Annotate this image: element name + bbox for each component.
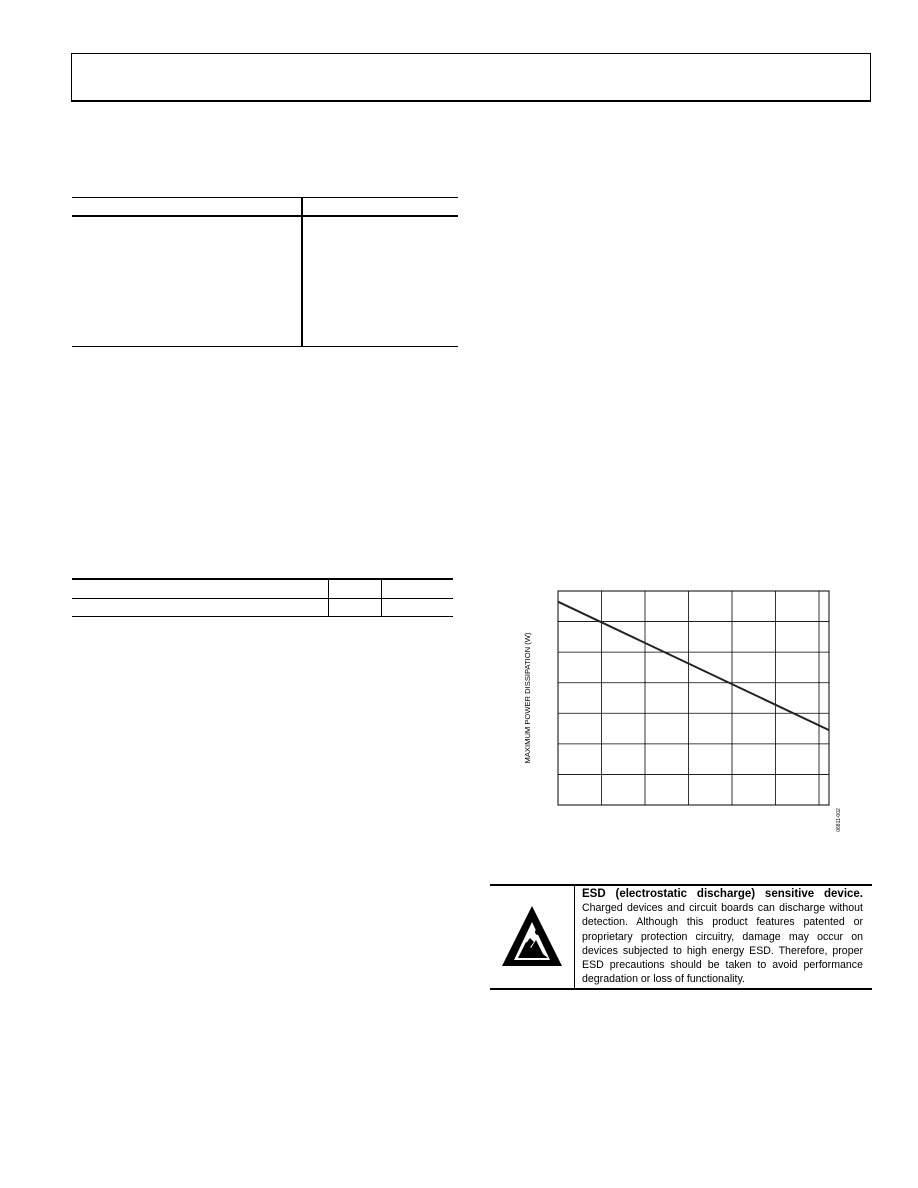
esd-body: Charged devices and circuit boards can discharge without detection. Although this product features patented or proprietary protection circuitry, damage may occur on devices subjected to high energy ESD. Therefore, proper ESD precautions should be taken to avoid performance degradation or loss of functionality. xyxy=(582,902,863,986)
esd-divider xyxy=(574,884,575,990)
esd-title: ESD (electrostatic discharge) sensitive device. xyxy=(582,888,863,900)
table-2-bottom-rule xyxy=(72,616,453,617)
y-axis-label: MAXIMUM POWER DISSIPATION (W) xyxy=(523,632,532,764)
esd-text-block xyxy=(582,887,863,986)
plot-frame xyxy=(558,591,829,805)
table-2-column-divider-1 xyxy=(328,579,329,617)
figure-id: 06811-002 xyxy=(836,808,842,832)
page-header-frame xyxy=(71,53,871,102)
table-2-top-rule xyxy=(72,578,453,580)
table-2-row-rule xyxy=(72,598,453,599)
table-2-column-divider-2 xyxy=(381,579,382,617)
series-line xyxy=(558,602,829,730)
esd-top-rule xyxy=(490,884,872,886)
chart-plot-area xyxy=(558,591,829,805)
esd-warning-icon xyxy=(498,902,566,972)
power-dissipation-chart xyxy=(505,588,850,838)
table-1-bottom-rule xyxy=(72,346,458,347)
table-1-top-rule xyxy=(72,197,458,198)
table-1-header-rule xyxy=(72,215,458,217)
table-1-column-divider xyxy=(301,197,303,347)
esd-bottom-rule xyxy=(490,988,872,990)
